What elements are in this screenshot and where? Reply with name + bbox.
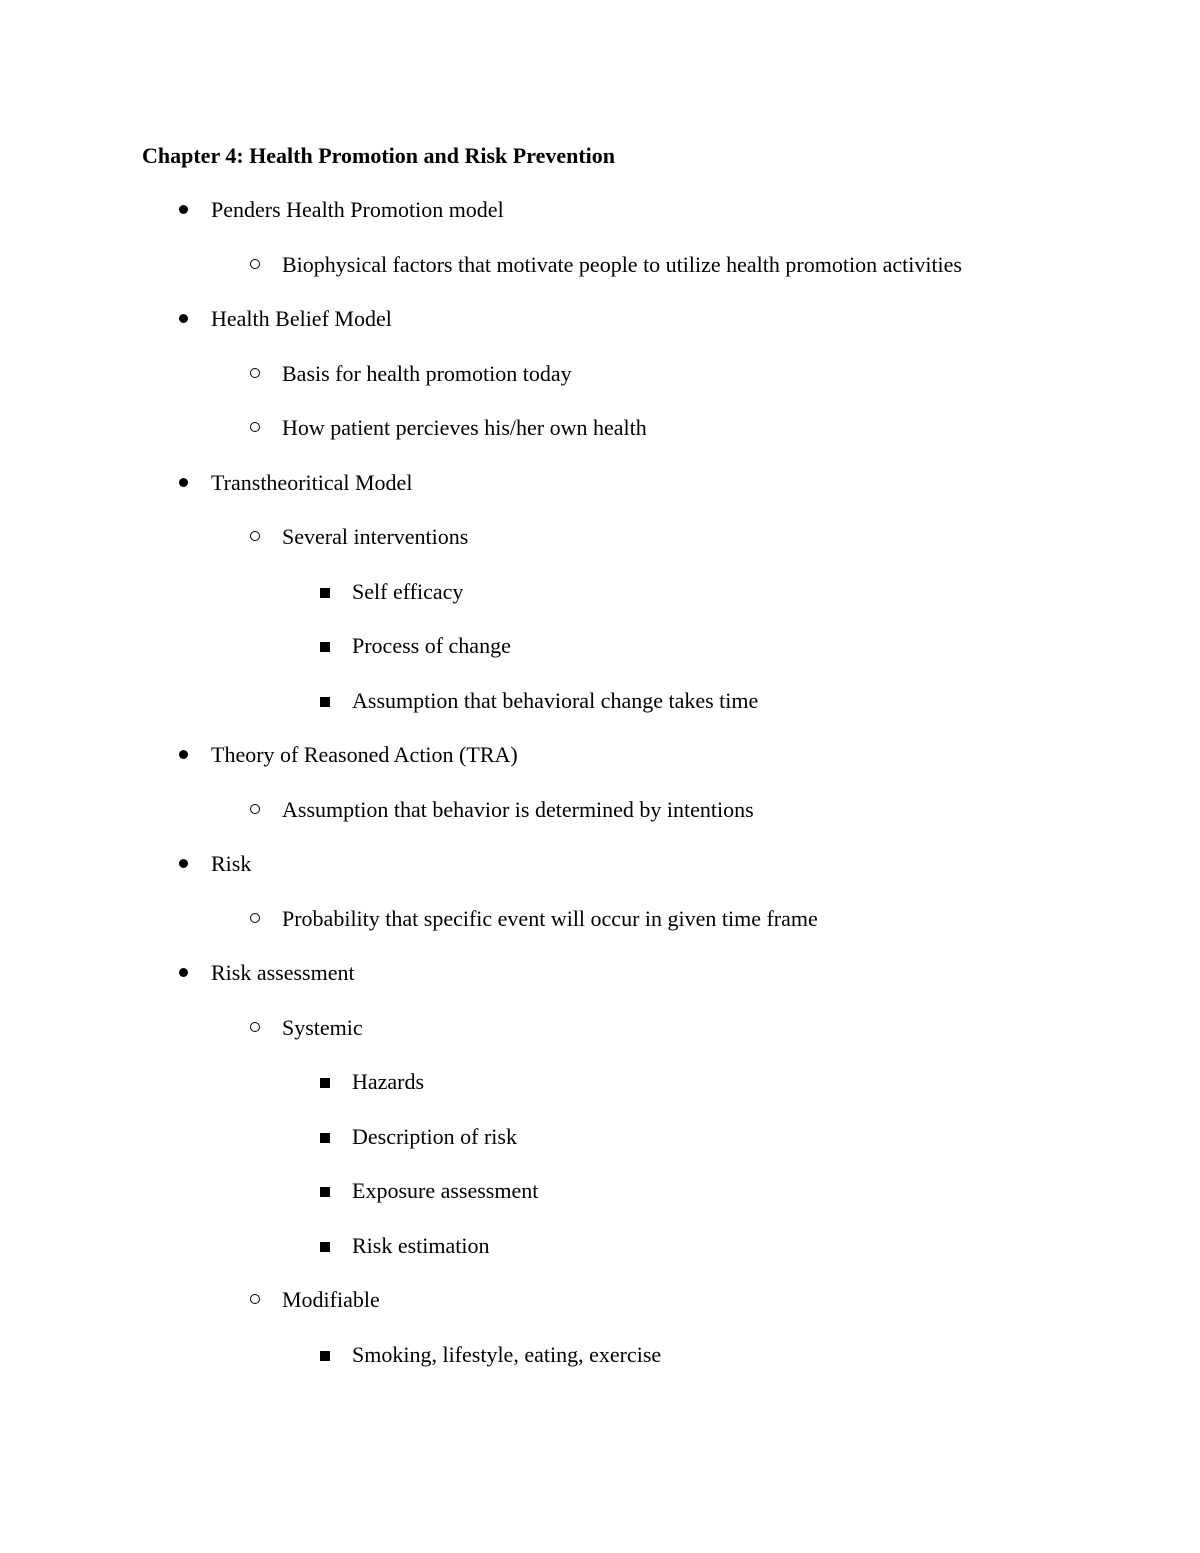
list-item-text: Assumption that behavior is determined by intentions: [282, 796, 754, 822]
list-item-text: Biophysical factors that motivate people to utilize health promotion activities: [282, 251, 962, 277]
level-2-bullet-icon: [250, 1294, 260, 1304]
list-item-text: Risk: [211, 851, 252, 876]
level-3-bullet-icon: [320, 1133, 330, 1143]
list-item-text: Smoking, lifestyle, eating, exercise: [352, 1341, 662, 1367]
level-1-bullet-icon: [179, 478, 188, 487]
list-item-text: Basis for health promotion today: [282, 360, 572, 386]
level-2-bullet-icon: [250, 804, 260, 814]
level-1-bullet-icon: [179, 750, 188, 759]
level-2-bullet-icon: [250, 422, 260, 432]
list-item-text: Transtheoritical Model: [211, 469, 413, 495]
level-3-bullet-icon: [320, 588, 330, 598]
level-3-bullet-icon: [320, 1351, 330, 1361]
level-2-bullet-icon: [250, 259, 260, 269]
list-item-text: Assumption that behavioral change takes time: [352, 687, 759, 713]
level-2-bullet-icon: [250, 1022, 260, 1032]
list-item-text: How patient percieves his/her own health: [282, 415, 647, 440]
list-item-text: Probability that specific event will occur in given time frame: [282, 905, 818, 931]
level-3-bullet-icon: [320, 1078, 330, 1088]
list-item-text: Exposure assessment: [352, 1178, 539, 1203]
level-2-bullet-icon: [250, 531, 260, 541]
list-item-text: Health Belief Model: [211, 306, 392, 331]
document-title: Chapter 4: Health Promotion and Risk Prevention: [142, 143, 616, 168]
list-item-text: Description of risk: [352, 1123, 517, 1149]
level-1-bullet-icon: [179, 205, 188, 214]
list-item-text: Several interventions: [282, 524, 469, 549]
level-1-bullet-icon: [179, 968, 188, 977]
list-item-text: Risk assessment: [211, 960, 355, 985]
list-item-text: Systemic: [282, 1014, 363, 1040]
list-item-text: Risk estimation: [352, 1232, 490, 1258]
list-item-text: Theory of Reasoned Action (TRA): [211, 742, 518, 767]
list-item-text: Hazards: [352, 1069, 425, 1094]
list-item-text: Process of change: [352, 633, 511, 658]
level-3-bullet-icon: [320, 1242, 330, 1252]
level-2-bullet-icon: [250, 913, 260, 923]
level-3-bullet-icon: [320, 642, 330, 652]
list-item-text: Self efficacy: [352, 578, 464, 604]
level-2-bullet-icon: [250, 368, 260, 378]
list-item-text: Modifiable: [282, 1287, 380, 1312]
list-item-text: Penders Health Promotion model: [211, 197, 504, 222]
level-1-bullet-icon: [179, 314, 188, 323]
level-3-bullet-icon: [320, 1187, 330, 1197]
level-1-bullet-icon: [179, 859, 188, 868]
level-3-bullet-icon: [320, 697, 330, 707]
